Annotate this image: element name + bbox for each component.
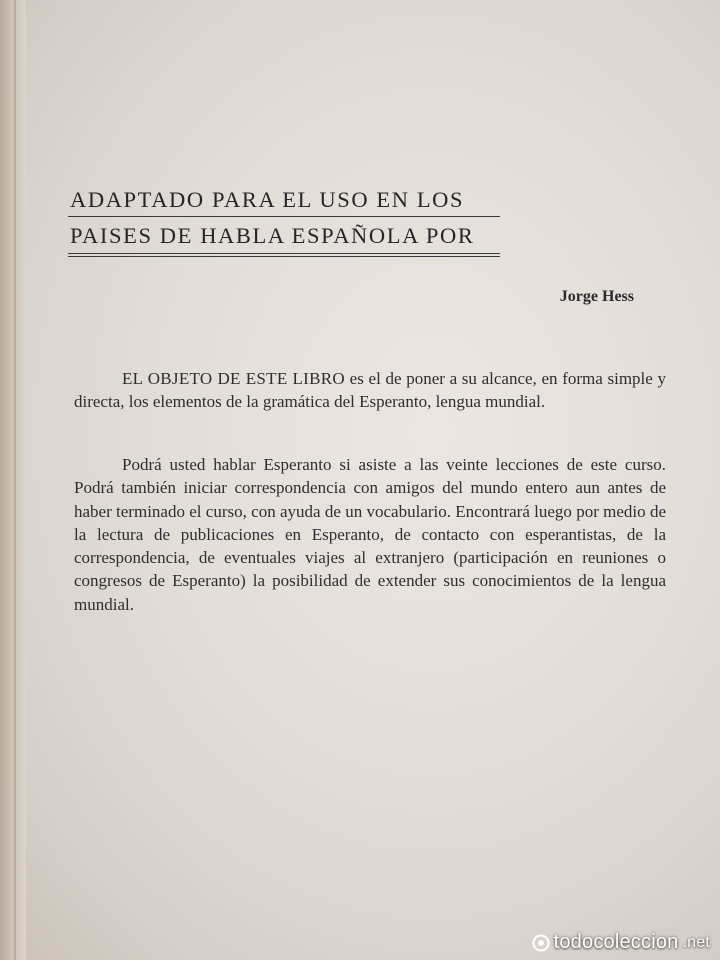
heading-line-1: ADAPTADO PARA EL USO EN LOS xyxy=(70,187,465,212)
paragraph-1 xyxy=(74,367,666,414)
watermark xyxy=(532,931,710,954)
author-name: Jorge Hess xyxy=(559,288,634,305)
watermark-name: todocoleccion xyxy=(553,931,679,953)
paragraph-2-text: Podrá usted hablar Esperanto si asiste a las veinte lecciones de este curso. Podrá también iniciar correspondencia con amigos del mundo entero aun antes de haber terminado el curso, con ayuda de un vocabulario. Encontrará luego por medio de la lectura de publicaciones en Esperanto, de contacto con esperantistas, de la correspondencia, de eventuales viajes al extranjero (participación en reuniones o congresos de Esperanto) la posibilidad de extender sus conocimientos de la lengua mundial. xyxy=(74,455,666,614)
book-gutter xyxy=(0,0,26,960)
heading-rule xyxy=(68,216,500,217)
gutter-fold-line xyxy=(14,0,16,960)
todocoleccion-logo-icon xyxy=(532,934,550,952)
watermark-tld: .net xyxy=(682,933,710,951)
paragraph-2 xyxy=(74,453,666,616)
adaptation-heading xyxy=(68,184,500,257)
heading-double-rule xyxy=(68,253,500,257)
heading-line-2: PAISES DE HABLA ESPAÑOLA POR xyxy=(70,223,475,248)
paragraph-1-lead: EL OBJETO DE ESTE LIBRO xyxy=(122,369,345,388)
paragraph-1-rest: es el de poner a su alcance, en forma simple y directa, los elementos de la gramática del Esperanto, lengua mundial. xyxy=(74,369,666,412)
